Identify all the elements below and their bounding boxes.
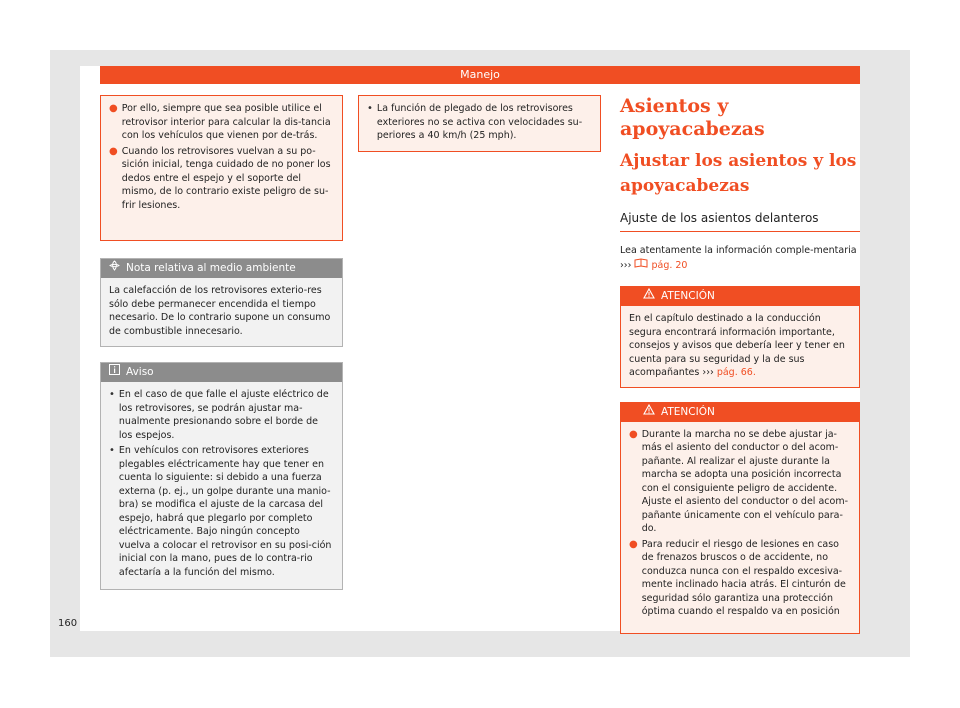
section-header: Manejo bbox=[100, 66, 860, 84]
notice-title: Aviso bbox=[126, 366, 154, 378]
warning-continuation-box bbox=[358, 95, 601, 152]
page-number: 160 bbox=[58, 618, 78, 629]
book-icon bbox=[634, 260, 651, 271]
subsection-title: Ajuste de los asientos delanteros bbox=[620, 209, 860, 232]
list-item: ● Durante la marcha no se debe ajustar ja-más el asiento del conductor o del acom-pañante. Al realizar el ajuste durante la marcha se adopta una posición incorrecta con el consiguiente peligro de accidente. Ajuste el asiento del conductor o del acom-pañante únicamente con el vehículo para-do. bbox=[629, 428, 849, 534]
warning-continuation-box bbox=[100, 95, 343, 241]
bullet-icon: ● bbox=[109, 145, 118, 157]
list-item: ● Por ello, siempre que sea posible utilice el retrovisor interior para calcular la dis-tancia con los vehículos que vienen por de-trás. bbox=[109, 103, 331, 141]
list-item: • En el caso de que falle el ajuste eléctrico de los retrovisores, se podrán ajustar ma-nualmente presionando sobre el borde de los espejos. bbox=[109, 389, 329, 441]
attention-box: ATENCIÓN En el capítulo destinado a la conducción segura encontrará información importante, consejos y avisos que debería leer y tener en cuenta para su seguridad y la de sus acompañantes ››› pág. 66. bbox=[620, 286, 860, 388]
page-reference-link[interactable]: pág. 20 bbox=[651, 259, 688, 271]
bullet-icon: • bbox=[367, 103, 373, 114]
bullet-icon: • bbox=[109, 389, 115, 400]
section-title: Ajustar los asientos y los apoyacabezas bbox=[620, 151, 857, 196]
warning-triangle-icon bbox=[643, 403, 655, 422]
bullet-icon: ● bbox=[629, 428, 638, 440]
leaf-icon bbox=[109, 259, 120, 278]
list-item: ● Para reducir el riesgo de lesiones en caso de frenazos bruscos o de accidente, no conduzca nunca con el respaldo excesiva-mente inclinado hacia atrás. El cinturón de seguridad sólo garantiza una protección óptima cuando el respaldo va en posición bbox=[629, 538, 846, 617]
attention-title: ATENCIÓN bbox=[661, 290, 715, 302]
list-item: ● Cuando los retrovisores vuelvan a su po-sición inicial, tenga cuidado de no poner los dedos entre el espejo y el soporte del mismo, de lo contrario existe peligro de su-frir lesiones. bbox=[109, 145, 331, 211]
environment-note-title: Nota relativa al medio ambiente bbox=[126, 262, 296, 274]
chapter-title: Asientos y apoyacabezas bbox=[620, 95, 765, 140]
list-item: • En vehículos con retrovisores exteriores plegables eléctricamente hay que tener en cuenta lo siguiente: si debido a una fuerza externa (p. ej., un golpe durante una manio-bra) se modifica el ajuste de la carcasa del espejo, habrá que plegarlo por completo eléctricamente. Bajo ningún concepto vuelva a colocar el retrovisor en su posi-ción inicial con la mano, pues de lo contra-rio afectaría a la función del mismo. bbox=[109, 445, 332, 578]
column-left bbox=[100, 95, 343, 590]
warning-triangle-icon bbox=[643, 287, 655, 306]
attention-text: En el capítulo destinado a la conducción segura encontrará información importante, consejos y avisos que debería leer y tener en cuenta para su seguridad y la de sus acompañantes bbox=[629, 313, 845, 378]
info-icon bbox=[109, 363, 120, 382]
bullet-icon: ● bbox=[629, 538, 638, 550]
page-reference-link[interactable]: pág. 66. bbox=[716, 367, 756, 378]
column-middle bbox=[358, 95, 601, 152]
environment-note-box bbox=[100, 258, 343, 347]
attention-title: ATENCIÓN bbox=[661, 405, 715, 418]
notice-box bbox=[100, 362, 343, 590]
column-right bbox=[620, 95, 860, 634]
attention-box bbox=[620, 402, 860, 634]
environment-note-text: La calefacción de los retrovisores exterio-res sólo debe permanecer encendida el tiempo necesario. De lo contrario supone un consumo de combustible innecesario. bbox=[109, 285, 331, 337]
intro-paragraph: Lea atentamente la información comple-mentaria ››› pág. 20 bbox=[620, 245, 857, 271]
bullet-icon: ● bbox=[109, 103, 118, 114]
bullet-icon: • bbox=[109, 445, 115, 456]
list-item: • La función de plegado de los retrovisores exteriores no se activa con velocidades su-periores a 40 km/h (25 mph). bbox=[367, 103, 583, 141]
